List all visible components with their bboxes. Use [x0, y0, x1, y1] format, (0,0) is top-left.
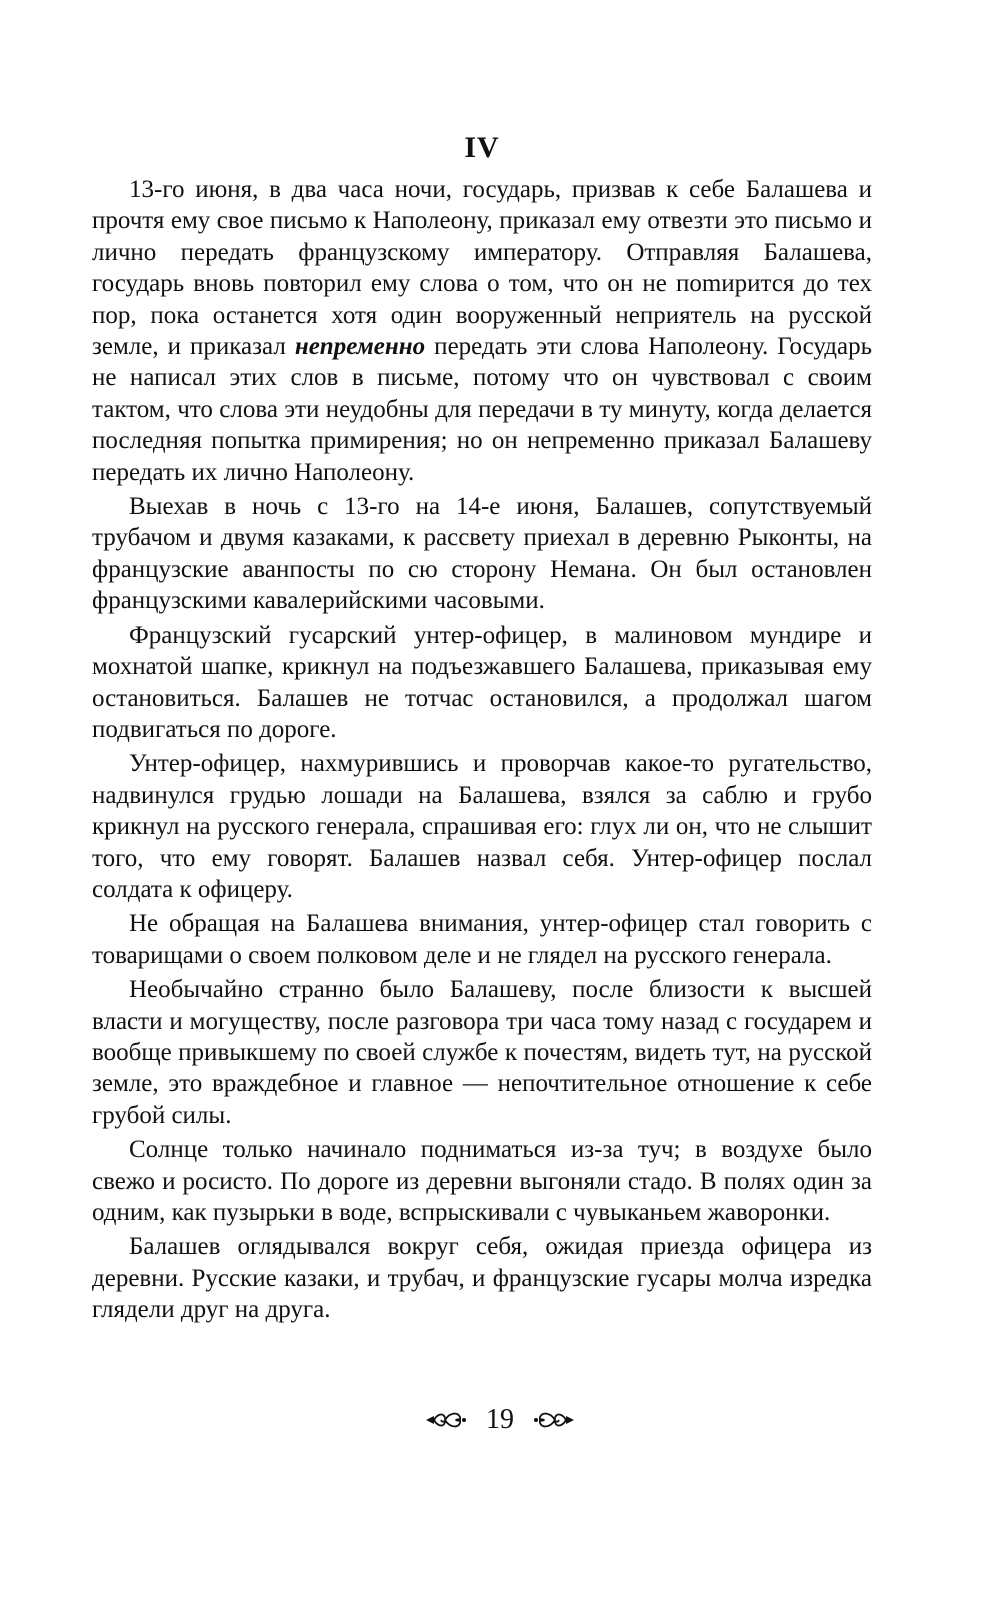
page-number: 19	[486, 1404, 514, 1435]
paragraph: Выехав в ночь с 13-го на 14-е июня, Балашев, сопутствуемый трубачом и двумя казаками, к рассвету приехал в деревню Рыконты, на французские аванпосты по сю сторону Немана. Он был остановлен французскими кавалерийскими часовыми.	[92, 493, 872, 615]
chapter-heading: IV	[464, 131, 500, 164]
paragraph: Солнце только начинало подниматься из-за туч; в воздухе было свежо и росисто. По дороге из деревни выгоняли стадо. В полях один за одним, как пузырьки в воде, вспрыскивали с чувыканьем жаворонки.	[92, 1136, 872, 1226]
paragraph-text: 13-го июня, в два часа ночи, государь, призвав к себе Балашева и прочтя ему свое письмо к Наполеону, приказал ему отвезти это письмо и лично передать французскому императору. Отправляя Балашева, государь вновь повторил ему слова о том, что он не поmирится до тех пор, пока останется хотя один вооруженный неприятель на русской земле, и приказал	[92, 176, 872, 361]
flourish-right-icon	[532, 1409, 576, 1431]
paragraph: Французский гусарский унтер-офицер, в малиновом мундире и мохнатой шапке, крикнул на подъезжавшего Балашева, приказывая ему остановиться. Балашев не тотчас остановился, а продолжал шагом подвигаться по дороге.	[92, 621, 872, 743]
emphasis-word: непременно	[294, 333, 426, 361]
book-page	[92, 130, 872, 1329]
flourish-left-icon	[424, 1409, 468, 1431]
paragraph: Необычайно странно было Балашеву, после близости к высшей власти и могуществу, после разговора три часа тому назад с государем и вообще привыкшему по своей службе к почестям, видеть тут, на русской земле, это враждебное и главное — непочтительное отношение к себе грубой силы.	[92, 976, 872, 1129]
page-footer	[0, 1404, 1000, 1436]
paragraph: Балашев оглядывался вокруг себя, ожидая приезда офицера из деревни. Русские казаки, и трубач, и французские гусары молча изредка глядели друг на друга.	[92, 1233, 872, 1324]
paragraph: Унтер-офицер, нахмурившись и проворчав какое-то ругательство, надвинулся грудью лошади на Балашева, взялся за саблю и грубо крикнул на русского генерала, спрашивая его: глух ли он, что не слышит того, что ему говорят. Балашев назвал себя. Унтер-офицер послал солдата к офицеру.	[92, 750, 872, 903]
paragraph: Не обращая на Балашева внимания, унтер-офицер стал говорить с товарищами о своем полковом деле и не глядел на русского генерала.	[92, 910, 872, 969]
paragraph	[92, 174, 872, 488]
paragraph-text: передать эти слова Наполеону. Государь не написал этих слов в письме, потому что он чувствовал с своим тактом, что слова эти неудобны для передачи в ту минуту, когда делается последняя попытка примирения; но он непременно приказал Балашеву передать их лично Наполеону.	[92, 333, 873, 486]
